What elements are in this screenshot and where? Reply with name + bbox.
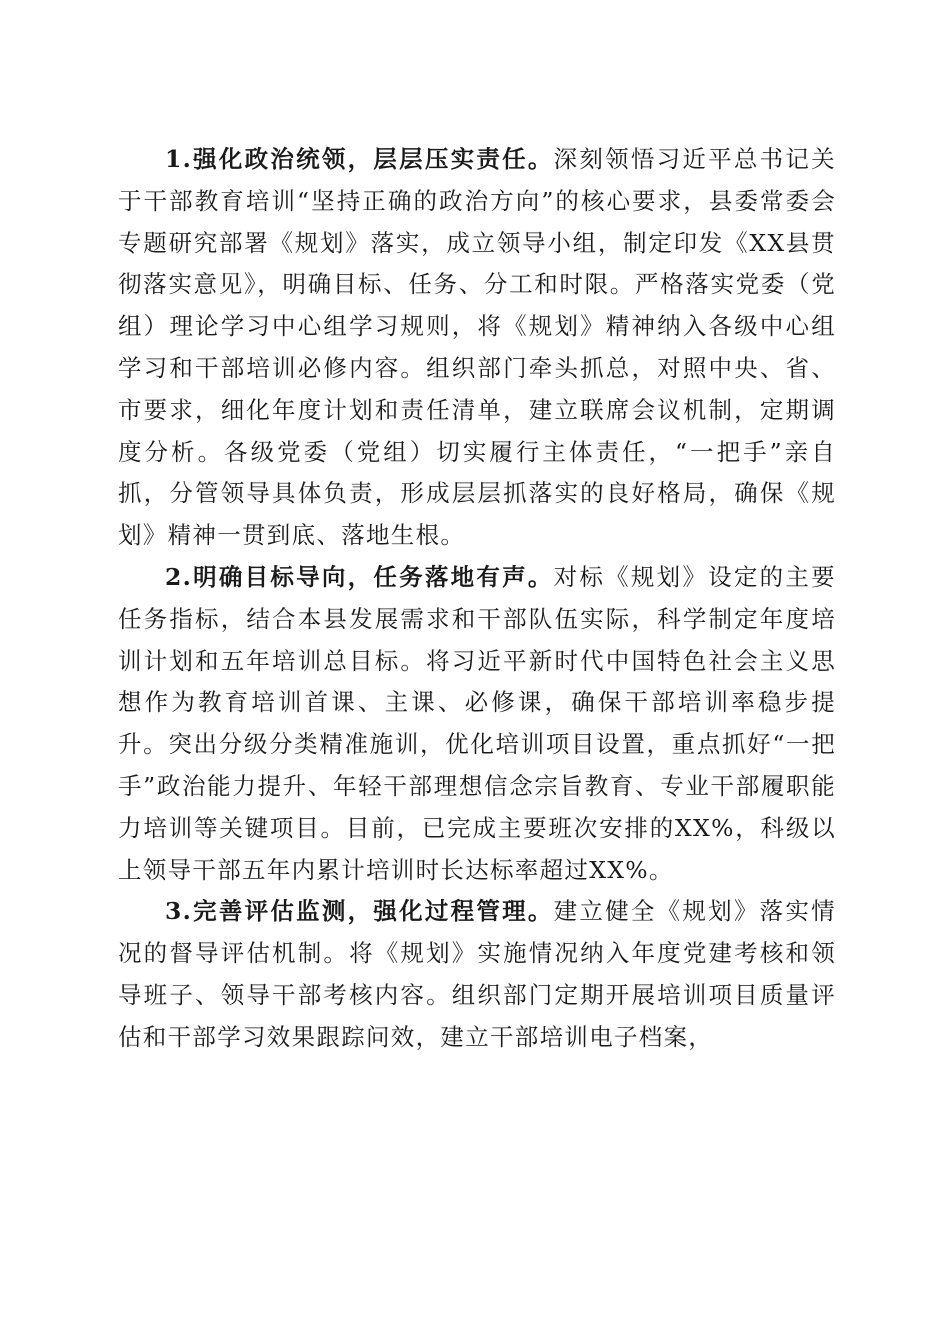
document-page	[118, 139, 836, 1059]
paragraph-2-title: 2.明确目标导向，任务落地有声。	[165, 562, 554, 591]
paragraph-3	[118, 891, 836, 1058]
paragraph-1-title: 1.强化政治统领，层层压实责任。	[165, 145, 554, 173]
paragraph-2	[118, 557, 836, 891]
paragraph-1	[118, 139, 836, 557]
paragraph-1-body: 深刻领悟习近平总书记关于干部教育培训“坚持正确的政治方向”的核心要求，县委常委会专题研究部署《规划》落实，成立领导小组，制定印发《XX县贯彻落实意见》，明确目标、任务、分工和时限。严格落实党委（党组）理论学习中心组学习规则，将《规划》精神纳入各级中心组学习和干部培训必修内容。组织部门牵头抓总，对照中央、省、市要求，细化年度计划和责任清单，建立联席会议机制，定期调度分析。各级党委（党组）切实履行主体责任，“一把手”亲自抓，分管领导具体负责，形成层层抓落实的良好格局，确保《规划》精神一贯到底、落地生根。	[118, 145, 836, 550]
paragraph-3-title: 3.完善评估监测，强化过程管理。	[165, 897, 554, 926]
paragraph-2-body: 对标《规划》设定的主要任务指标，结合本县发展需求和干部队伍实际，科学制定年度培训计划和五年培训总目标。将习近平新时代中国特色社会主义思想作为教育培训首课、主课、必修课，确保干部培训率稳步提升。突出分级分类精准施训，优化培训项目设置，重点抓好“一把手”政治能力提升、年轻干部理想信念宗旨教育、专业干部履职能力培训等关键项目。目前，已完成主要班次安排的XX%，科级以上领导干部五年内累计培训时长达标率超过XX%。	[118, 562, 836, 884]
paragraph-3-body: 建立健全《规划》落实情况的督导评估机制。将《规划》实施情况纳入年度党建考核和领导班子、领导干部考核内容。组织部门定期开展培训项目质量评估和干部学习效果跟踪问效，建立干部培训电子档案，	[118, 897, 836, 1051]
